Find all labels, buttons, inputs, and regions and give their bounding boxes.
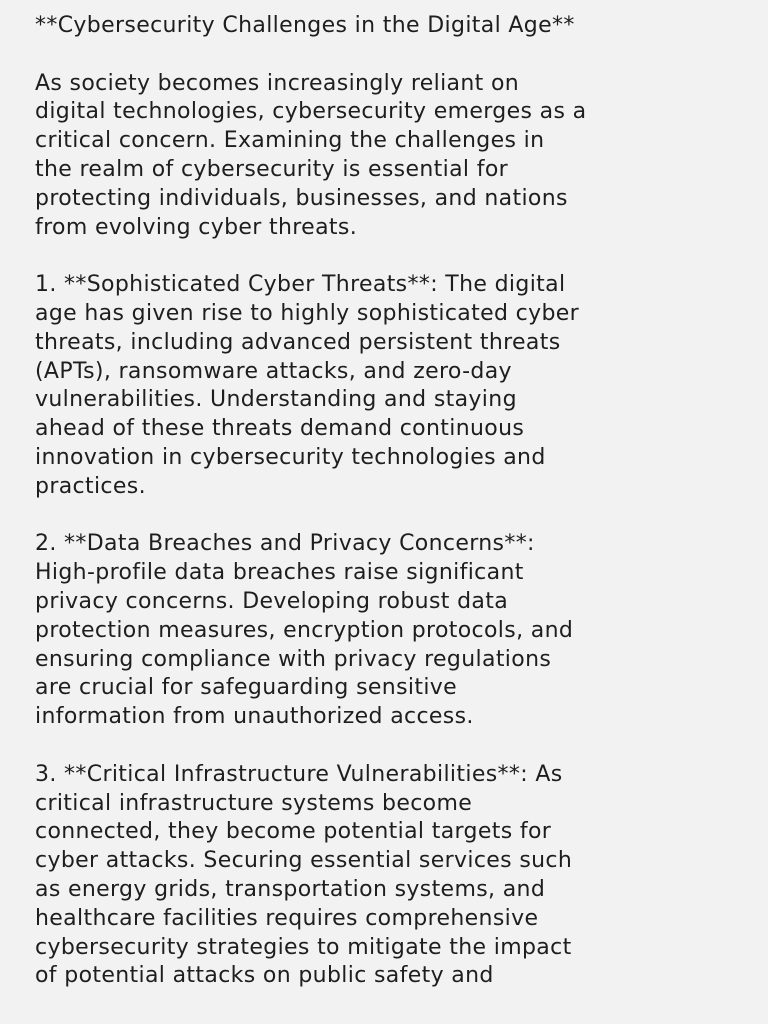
intro-paragraph: As society becomes increasingly reliant on digital technologies, cybersecurity emerges as a critical concern. Examining the challenges in the realm of cybersecurity is essential for protecting individuals, businesses, and nations from evolving cyber threats. [35,70,587,240]
section-paragraph-3: 3. **Critical Infrastructure Vulnerabilities**: As critical infrastructure systems become connected, they become potential targets for cyber attacks. Securing essential services such as energy grids, transportation systems, and healthcare facilities requires comprehensive cybersecurity strategies to mitigate the impact of potential attacks on public safety and [35,761,573,989]
document-title: **Cybersecurity Challenges in the Digital Age** [35,13,575,38]
section-paragraph-1: 1. **Sophisticated Cyber Threats**: The digital age has given rise to highly sophisticated cyber threats, including advanced persistent threats (APTs), ransomware attacks, and zero-day vulnerabilities. Understanding and staying ahead of these threats demand continuous innovation in cybersecurity technologies and practices. [35,272,580,499]
section-paragraph-2: 2. **Data Breaches and Privacy Concerns**: High-profile data breaches raise significant privacy concerns. Developing robust data protection measures, encryption protocols, and ensuring compliance with privacy regulations are crucial for safeguarding sensitive information from unauthorized access. [35,531,574,730]
